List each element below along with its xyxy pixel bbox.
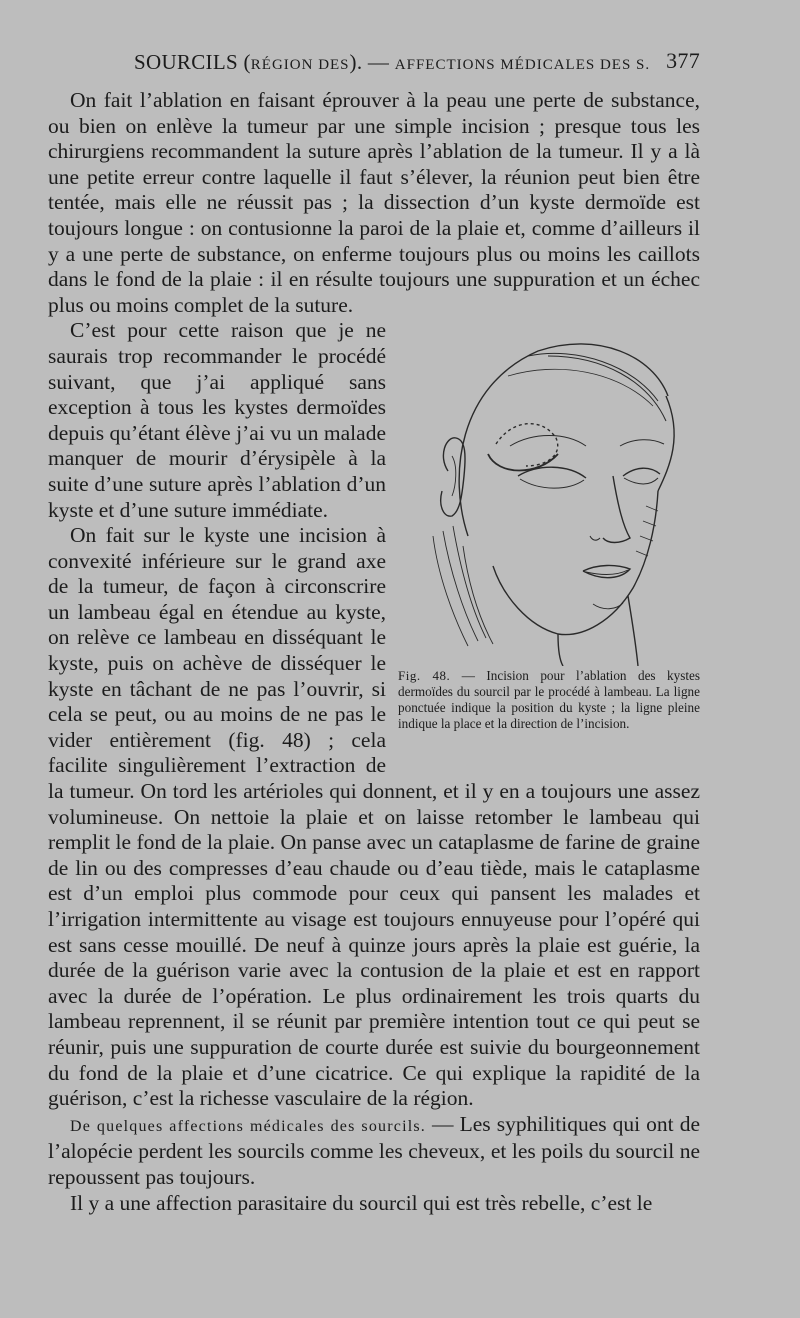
running-header (48, 46, 700, 76)
figure-caption (398, 668, 700, 732)
paragraph-1: On fait l’ablation en faisant éprouver à la peau une perte de substance, ou bien on enlève la tumeur par une simple incision ; presque tous les chirurgiens recommandent la suture après l’ablation de la tumeur. Il y a là une petite erreur contre laquelle il faut s’élever, la réunion peut bien être tentée, mais elle ne réussit pas ; la dissection d’un kyste dermoïde est toujours longue : on contusionne la paroi de la plaie et, comme d’ailleurs il y a une perte de substance, on enferme toujours plus ou moins les caillots dans le fond de la plaie : il en résulte toujours une suppuration et un échec plus ou moins complet de la suture. (48, 88, 700, 317)
header-section: AFFECTIONS MÉDICALES DES S. (394, 57, 651, 73)
figure-label: Fig. 48. (398, 668, 451, 684)
face-illustration (408, 326, 698, 666)
header-title: SOURCILS (134, 50, 238, 74)
paragraph-4-text: — Les syphilitiques qui ont de l’alopécie perdent les sourcils comme les cheveux, et les poils du sourcil ne repoussent pas toujours. (48, 1111, 700, 1189)
page-number: 377 (666, 48, 700, 73)
paragraph-5: Il y a une affection parasitaire du sourcil qui est très rebelle, c’est le (70, 1190, 653, 1215)
section-heading: De quelques affections médicales des sourcils. (70, 1117, 426, 1135)
header-paren-open: ( (237, 50, 251, 74)
paragraph-2: C’est pour cette raison que je ne saurais trop recommander le procédé suivant, que j’ai appliqué sans exception à tous les kystes dermoïdes depuis qu’étant élève j’ai vu un malade manquer de mourir d’érysipèle à la suite d’une suture après l’ablation d’un kyste et d’une suture immédiate. (48, 318, 386, 522)
paragraph-4 (48, 1112, 700, 1191)
running-title (134, 50, 650, 75)
figure-48 (398, 326, 700, 750)
body-text (48, 88, 700, 1216)
header-paren-close: ). — (349, 50, 395, 74)
paragraph-3: On fait sur le kyste une incision à convexité inférieure sur le grand axe de la tumeur, de façon à circonscrire un lambeau égal en étendue au kyste, on relève ce lambeau en disséquant le kyste, puis on achève de disséquer le kyste en tâchant de ne pas l’ouvrir, si cela se peut, ou au moins de ne pas le vider entièrement (fig. 48) ; cela facilite singulièrement l’extraction de la tumeur. On tord les artérioles qui donnent, et il y en a toujours une assez volumineuse. On nettoie la plaie et on laisse retomber le lambeau qui remplit le fond de la plaie. On panse avec un cataplasme de farine de graine de lin ou des compresses d’eau chaude ou d’eau tiède, mais le cataplasme est d’un emploi plus commode pour ceux qui pansent les malades et l’irrigation intermittente au visage est toujours ennuyeuse pour l’opéré qui est sans cesse mouillé. De neuf à quinze jours après la plaie est guérie, la durée de la guérison varie avec la contusion de la plaie et est en rapport avec la durée de l’opération. Le plus ordinairement les trois quarts du lambeau reprennent, il se réunit par première intention tout ce qui peut se réunir, puis une suppuration de courte durée est suivie du bourgeonnement du fond de la plaie et d’une cicatrice. Ce qui explique la rapidité de la guérison, c’est la richesse vasculaire de la région. (48, 523, 700, 1111)
figure-caption-text: — Incision pour l’ablation des kystes dermoïdes du sourcil par le procédé à lambeau. La ligne ponctuée indique la position du kyste ; la ligne pleine indique la place et la direction de l’incision. (398, 668, 700, 732)
header-region: RÉGION DES (250, 57, 350, 73)
